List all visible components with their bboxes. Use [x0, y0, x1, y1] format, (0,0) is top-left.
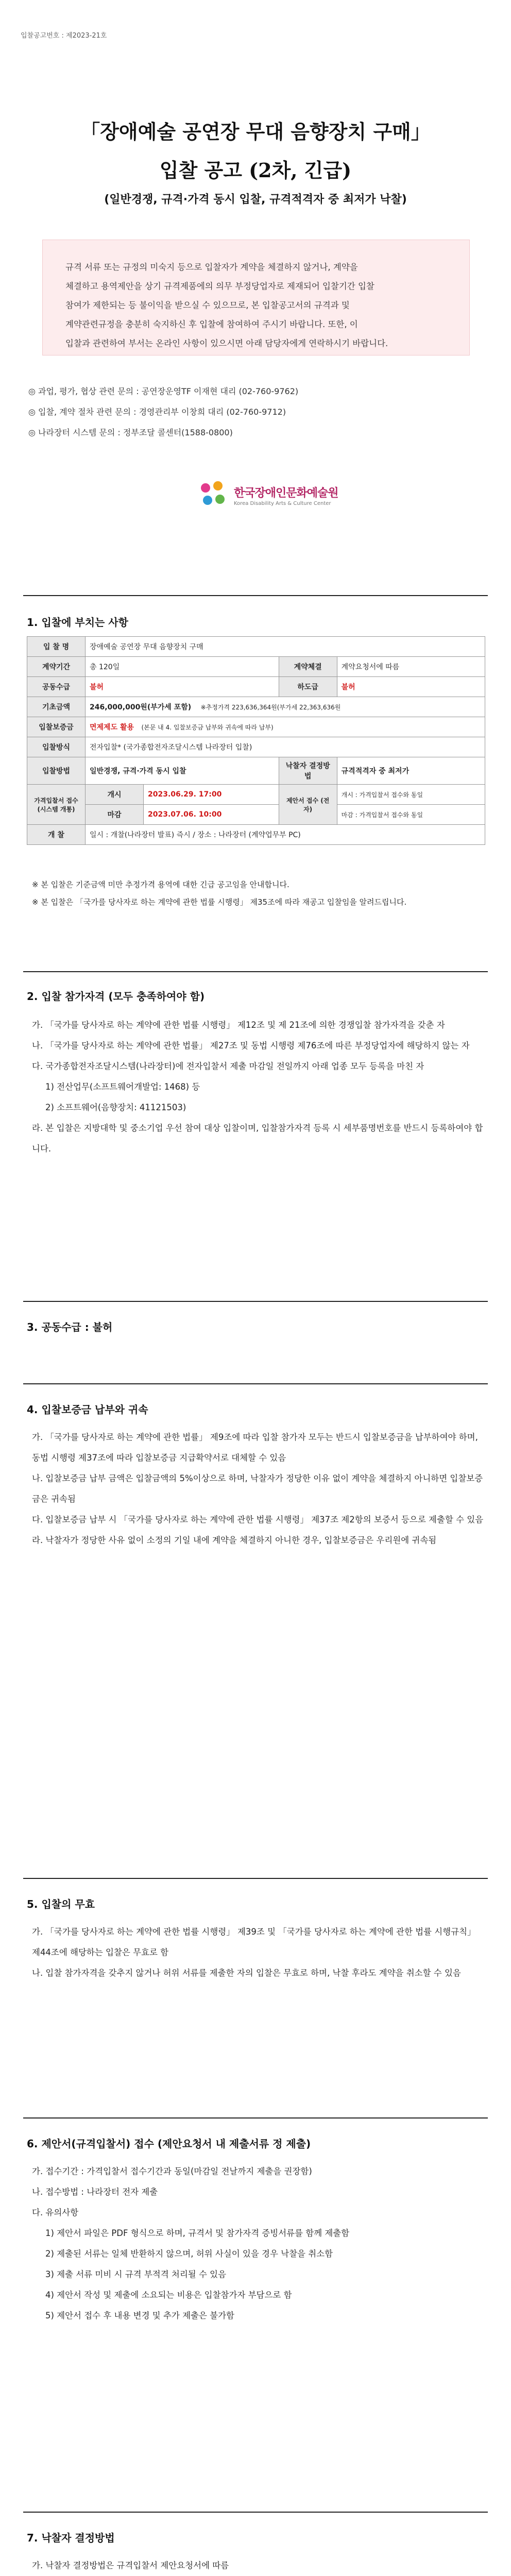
spec-header: 입찰보증금: [27, 717, 86, 737]
spec-header: 공동수급: [27, 677, 86, 697]
spec-header: 계약기간: [27, 657, 86, 677]
section-divider: [23, 971, 488, 972]
intro-line: 계약관련규정을 충분히 숙지하신 후 입찰에 참여하여 주시기 바랍니다. 또한, 이: [65, 319, 358, 329]
section-heading-7: 7. 낙찰자 결정방법: [27, 2532, 115, 2544]
spec-table: [27, 636, 485, 845]
deposit-note: (본문 내 4. 입찰보증금 납부와 귀속에 따라 납부): [141, 724, 274, 731]
table-row: [27, 677, 485, 697]
deposit-value: 면제제도 활용: [90, 723, 134, 732]
table-row: [27, 805, 485, 825]
spec-value: 규격적격자 중 최저가: [337, 757, 485, 785]
list-item: 다. 입찰보증금 납부 시 「국가를 당사자로 하는 계약에 관한 법률 시행령」 제37조 제2항의 보증서 등으로 제출할 수 있음: [32, 1515, 484, 1524]
list-item: 4) 제안서 작성 및 제출에 소요되는 비용은 입찰참가자 부담으로 함: [45, 2290, 292, 2300]
logo-name: 한국장애인문화예술원: [234, 487, 338, 500]
section-heading-4: 4. 입찰보증금 납부와 귀속: [27, 1403, 148, 1416]
spec-header: 가격입찰서 접수 (시스템 개통): [27, 785, 86, 825]
spec-header: 기초금액: [27, 697, 86, 717]
spec-header: 마감: [86, 805, 144, 825]
spec-header: 입찰방식: [27, 737, 86, 757]
table-row: [27, 637, 485, 657]
logo-dot: [215, 495, 225, 504]
list-item: 나. 접수방법 : 나라장터 전자 제출: [32, 2187, 158, 2197]
contact-item: ◎ 나라장터 시스템 문의 : 정부조달 콜센터(1588-0800): [28, 428, 233, 437]
table-row: [27, 697, 485, 717]
section-heading-2: 2. 입찰 참가자격 (모두 충족하여야 함): [27, 990, 205, 1003]
spec-value: 불허: [86, 677, 279, 697]
spec-value: 일반경쟁, 규격·가격 동시 입찰: [86, 757, 279, 785]
section-divider: [23, 595, 488, 596]
list-item: 가. 낙찰자 결정방법은 규격입찰서 제안요청서에 따름: [32, 2561, 229, 2570]
intro-line: 체결하고 용역제안을 상기 규격제품에의 의무 부정당업자로 제재되어 입찰기간 입찰: [65, 281, 374, 291]
s2-list: [32, 1015, 485, 1159]
table-note: ※ 본 입찰은 「국가를 당사자로 하는 계약에 관한 법률 시행령」 제35조에 따라 재공고 입찰임을 알려드립니다.: [32, 897, 407, 907]
spec-value: [86, 717, 485, 737]
s6-list: [32, 2161, 485, 2326]
intro-line: 입찰과 관련하여 부서는 온라인 사항이 있으시면 아래 담당자에게 연락하시기 바랍니다.: [65, 338, 388, 348]
table-row: [27, 737, 485, 757]
section-heading-3: 3. 공동수급 : 불허: [27, 1321, 113, 1333]
table-row: [27, 657, 485, 677]
spec-header: 제안서 접수 (전자): [279, 785, 337, 825]
logo-dot: [213, 481, 223, 490]
list-item: 라. 본 입찰은 지방대학 및 중소기업 우선 참여 대상 입찰이며, 입찰참가자격 등록 시 세부품명번호를 반드시 등록하여야 합니다.: [32, 1123, 483, 1154]
spec-value: 마감 : 가격입찰서 접수와 동일: [337, 805, 485, 825]
spec-value: 개시 : 가격입찰서 접수와 동일: [337, 785, 485, 805]
spec-header: 입찰방법: [27, 757, 86, 785]
section-heading-6: 6. 제안서(규격입찰서) 접수 (제안요청서 내 제출서류 정 제출): [27, 2138, 311, 2150]
section-divider: [23, 1383, 488, 1384]
list-item: 다. 국가종합전자조달시스템(나라장터)에 전자입찰서 제출 마감일 전일까지 아래 업종 모두 등록을 마친 자: [32, 1061, 424, 1071]
contact-item: ◎ 입찰, 계약 절차 관련 문의 : 경영관리부 이창희 대리 (02-760-9712): [28, 407, 286, 417]
notice-number: 입찰공고번호 : 제2023-21호: [21, 32, 107, 40]
logo-mark-icon: [199, 481, 230, 512]
table-row: [27, 717, 485, 737]
list-item: 2) 제출된 서류는 일체 반환하지 않으며, 허위 사실이 있을 경우 낙찰을 취소함: [45, 2249, 333, 2259]
section-divider: [23, 1878, 488, 1879]
base-price-note: ※추정가격 223,636,364원(부가세 22,363,636원: [200, 704, 341, 711]
base-price: 246,000,000원(부가세 포함): [90, 703, 192, 711]
org-logo: [199, 479, 338, 515]
spec-header: 계약체결: [279, 657, 337, 677]
table-row: [27, 785, 485, 805]
list-item: 나. 입찰 참가자격을 갖추지 않거나 허위 서류를 제출한 자의 입찰은 무효로 하며, 낙찰 후라도 계약을 취소할 수 있음: [32, 1968, 461, 1978]
intro-box: [42, 240, 470, 355]
list-item: 나. 입찰보증금 납부 금액은 입찰금액의 5%이상으로 하며, 낙찰자가 정당한 이유 없이 계약을 체결하지 아니하면 입찰보증금은 귀속됨: [32, 1473, 483, 1504]
open-date: 2023.06.29. 17:00: [144, 785, 279, 805]
list-item: 가. 「국가를 당사자로 하는 계약에 관한 법률 시행령」 제12조 및 제 21조에 의한 경쟁입찰 참가자격을 갖춘 자: [32, 1020, 445, 1030]
section-heading-1: 1. 입찰에 부치는 사항: [27, 616, 128, 629]
logo-eng-name: Korea Disability Arts & Culture Center: [234, 501, 331, 506]
spec-header: 하도급: [279, 677, 337, 697]
spec-header: 입 찰 명: [27, 637, 86, 657]
section-divider: [23, 2117, 488, 2119]
section-heading-5: 5. 입찰의 무효: [27, 1898, 95, 1910]
list-item: 3) 제출 서류 미비 시 규격 부적격 처리될 수 있음: [45, 2269, 227, 2279]
contact-item: ◎ 과업, 평가, 협상 관련 문의 : 공연장운영TF 이재현 대리 (02-760-9762): [28, 386, 299, 396]
spec-value: 불허: [337, 677, 485, 697]
section-divider: [23, 1301, 488, 1302]
title-line-1: 「장애예술 공연장 무대 음향장치 구매」: [80, 120, 431, 143]
logo-dot: [203, 496, 212, 505]
contact-list: [28, 381, 482, 443]
s4-list: [32, 1427, 485, 1551]
title-line-3: (일반경쟁, 규격·가격 동시 입찰, 규격적격자 중 최저가 낙찰): [104, 193, 407, 206]
close-date: 2023.07.06. 10:00: [144, 805, 279, 825]
spec-header: 개 찰: [27, 825, 86, 845]
list-item: 5) 제안서 접수 후 내용 변경 및 추가 제출은 불가함: [45, 2311, 234, 2320]
spec-value: [86, 697, 485, 717]
table-row: [27, 825, 485, 845]
table-row: [27, 757, 485, 785]
spec-header: 개시: [86, 785, 144, 805]
spec-header: 낙찰자 결정방법: [279, 757, 337, 785]
spec-value: 장애예술 공연장 무대 음향장치 구매: [86, 637, 485, 657]
table-notes: [32, 876, 485, 911]
spec-value: 일시 : 개찰(나라장터 발표) 즉시 / 장소 : 나라장터 (계약업무부 PC): [86, 825, 485, 845]
s5-list: [32, 1922, 485, 1984]
list-item: 가. 「국가를 당사자로 하는 계약에 관한 법률 시행령」 제39조 및 「국가를 당사자로 하는 계약에 관한 법률 시행규칙」 제44조에 해당하는 입찰은 무효로 함: [32, 1927, 476, 1957]
spec-value: 총 120일: [86, 657, 279, 677]
logo-dot: [201, 483, 210, 493]
list-item: 다. 유의사항: [32, 2208, 79, 2217]
list-item: 라. 낙찰자가 정당한 사유 없이 소정의 기일 내에 계약을 체결하지 아니한 경우, 입찰보증금은 우리원에 귀속됨: [32, 1535, 437, 1545]
list-item: 1) 전산업무(소프트웨어개발업: 1468) 등: [45, 1082, 200, 1092]
title-line-2: 입찰 공고 (2차, 긴급): [159, 159, 352, 182]
list-item: 2) 소프트웨어(음향장치: 41121503): [45, 1103, 186, 1112]
list-item: 나. 「국가를 당사자로 하는 계약에 관한 법률」 제27조 및 동법 시행령 제76조에 따른 부정당업자에 해당하지 않는 자: [32, 1041, 470, 1050]
list-item: 1) 제안서 파일은 PDF 형식으로 하며, 규격서 및 참가자격 증빙서류를 함께 제출함: [45, 2228, 350, 2238]
spec-value: 전자입찰* (국가종합전자조달시스템 나라장터 입찰): [86, 737, 485, 757]
table-note: ※ 본 입찰은 기준금액 미만 추정가격 용역에 대한 긴급 공고임을 안내합니다.: [32, 880, 289, 889]
intro-line: 참여가 제한되는 등 불이익을 받으실 수 있으므로, 본 입찰공고서의 규격과 및: [65, 300, 350, 310]
s7-list: [32, 2555, 485, 2576]
list-item: 가. 「국가를 당사자로 하는 계약에 관한 법률」 제9조에 따라 입찰 참가자 모두는 반드시 입찰보증금을 납부하여야 하며, 동법 시행령 제37조에 따라 입찰보증금 지급확약서로 대체할 수 있음: [32, 1432, 478, 1463]
list-item: 가. 접수기간 : 가격입찰서 접수기간과 동일(마감일 전날까지 제출을 권장함): [32, 2166, 312, 2176]
section-divider: [23, 2512, 488, 2513]
spec-value: 계약요청서에 따름: [337, 657, 485, 677]
intro-line: 규격 서류 또는 규정의 미숙지 등으로 입찰자가 계약을 체결하지 않거나, 계약을: [65, 262, 358, 272]
